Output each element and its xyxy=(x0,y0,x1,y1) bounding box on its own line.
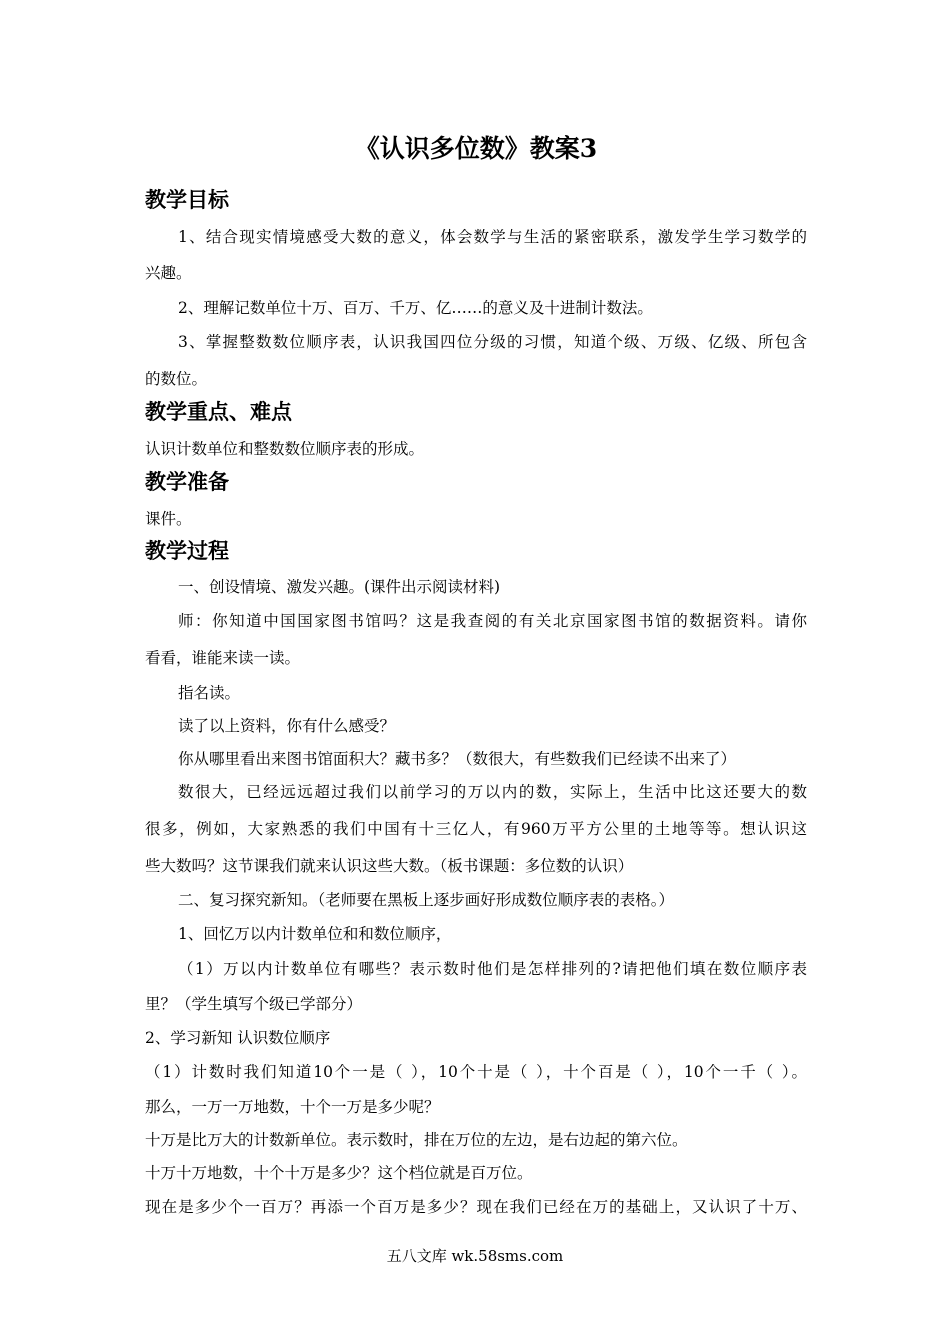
paragraph-line: 那么，一万一万地数，十个一万是多少呢？ xyxy=(145,1098,440,1116)
heading-goals: 教学目标 xyxy=(145,188,229,212)
paragraph-line: 很多，例如，大家熟悉的我们中国有十三亿人，有960万平方公里的土地等等。想认识这 xyxy=(145,820,807,838)
paragraph-line: 十万是比万大的计数新单位。表示数时，排在万位的左边，是右边起的第六位。 xyxy=(145,1131,688,1149)
paragraph-line: 十万十万地数，十个十万是多少？这个档位就是百万位。 xyxy=(145,1164,533,1182)
paragraph-line: 看看，谁能来读一读。 xyxy=(145,649,301,667)
paragraph-line: 2、学习新知 认识数位顺序 xyxy=(145,1029,331,1047)
document-title: 《认识多位数》教案3 xyxy=(354,134,598,163)
paragraph-line: 现在是多少个一百万？再添一个百万是多少？现在我们已经在万的基础上，又认识了十万、 xyxy=(145,1198,807,1216)
paragraph-line: 的数位。 xyxy=(145,370,208,388)
paragraph-line: 2、理解记数单位十万、百万、千万、亿……的意义及十进制计数法。 xyxy=(178,299,653,317)
page-footer: 五八文库 wk.58sms.com xyxy=(386,1247,564,1265)
paragraph-line: 课件。 xyxy=(145,510,192,528)
paragraph-line: 些大数吗？这节课我们就来认识这些大数。（板书课题：多位数的认识） xyxy=(145,857,634,875)
paragraph-line: （1）万以内计数单位有哪些？表示数时他们是怎样排列的?请把他们填在数位顺序表 xyxy=(178,960,807,978)
paragraph-line: 1、回忆万以内计数单位和和数位顺序， xyxy=(178,925,452,943)
paragraph-line: 数很大，已经远远超过我们以前学习的万以内的数，实际上，生活中比这还要大的数 xyxy=(178,783,807,801)
paragraph-line: 1、结合现实情境感受大数的意义，体会数学与生活的紧密联系，激发学生学习数学的 xyxy=(178,228,807,246)
paragraph-line: 兴趣。 xyxy=(145,264,192,282)
paragraph-line: 师：你知道中国国家图书馆吗？这是我查阅的有关北京国家图书馆的数据资料。请你 xyxy=(178,612,807,630)
heading-key-points: 教学重点、难点 xyxy=(145,400,292,424)
paragraph-line: 认识计数单位和整数数位顺序表的形成。 xyxy=(145,440,425,458)
paragraph-line: 你从哪里看出来图书馆面积大？藏书多？（数很大，有些数我们已经读不出来了） xyxy=(178,750,737,768)
paragraph-line: 读了以上资料，你有什么感受？ xyxy=(178,717,396,735)
paragraph-line: 二、复习探究新知。（老师要在黑板上逐步画好形成数位顺序表的表格。） xyxy=(178,891,675,909)
paragraph-line: （1）计数时我们知道10个一是（ ），10个十是（ ），十个百是（ ），10个一千（ ）。 xyxy=(145,1063,807,1081)
paragraph-line: 指名读。 xyxy=(178,684,241,702)
heading-process: 教学过程 xyxy=(145,539,229,563)
heading-preparation: 教学准备 xyxy=(145,470,229,494)
paragraph-line: 3、掌握整数数位顺序表，认识我国四位分级的习惯，知道个级、万级、亿级、所包含 xyxy=(178,333,807,351)
paragraph-line: 一、创设情境、激发兴趣。(课件出示阅读材料) xyxy=(178,578,501,596)
paragraph-line: 里？（学生填写个级已学部分） xyxy=(145,995,363,1013)
